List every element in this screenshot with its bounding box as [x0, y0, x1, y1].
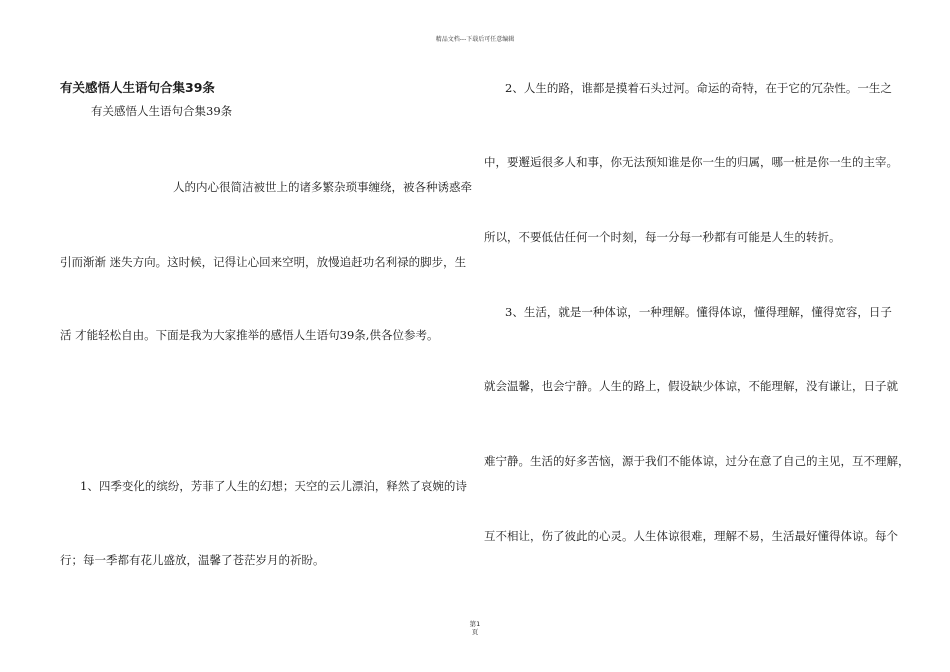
left-line-5: 行；每一季都有花儿盛放，温馨了苍茫岁月的祈盼。 [60, 553, 325, 567]
right-line-3: 所以，不要低估任何一个时刻，每一分每一秒都有可能是人生的转折。 [484, 230, 841, 244]
document-title: 有关感悟人生语句合集39条 [60, 80, 215, 95]
document-subtitle: 有关感悟人生语句合集39条 [91, 104, 233, 118]
right-line-1: 2、人生的路，谁都是摸着石头过河。命运的奇特，在于它的冗杂性。一生之 [505, 81, 892, 95]
left-line-4: 1、四季变化的缤纷，芳菲了人生的幻想；天空的云儿漂泊，释然了哀婉的诗 [80, 479, 467, 493]
left-line-3: 活 才能轻松自由。下面是我为大家推举的感悟人生语句39条,供各位参考。 [60, 328, 439, 342]
page-number: 第1 [469, 620, 481, 628]
page-header: 精品文档---下载后可任意编辑 [435, 36, 515, 43]
right-line-7: 互不相让，伤了彼此的心灵。人生体谅很难，理解不易，生活最好懂得体谅。每个 [484, 529, 898, 543]
right-line-6: 难宁静。生活的好多苦恼，源于我们不能体谅，过分在意了自己的主见，互不理解， [484, 454, 910, 468]
right-line-5: 就会温馨，也会宁静。人生的路上，假设缺少体谅，不能理解，没有谦让，日子就 [484, 379, 898, 393]
page-number-suffix: 页 [471, 628, 479, 636]
right-line-4: 3、生活，就是一种体谅，一种理解。懂得体谅，懂得理解，懂得宽容，日子 [505, 305, 892, 319]
right-line-2: 中，要邂逅很多人和事，你无法预知谁是你一生的归属，哪一桩是你一生的主宰。 [484, 155, 898, 169]
left-line-2: 引而渐渐 迷失方向。这时候，记得让心回来空明，放慢追赶功名利禄的脚步，生 [60, 255, 467, 269]
left-line-1: 人的内心很简洁被世上的诸多繁杂琐事缠绕，被各种诱惑牵 [173, 180, 472, 194]
page-footer [0, 620, 950, 636]
